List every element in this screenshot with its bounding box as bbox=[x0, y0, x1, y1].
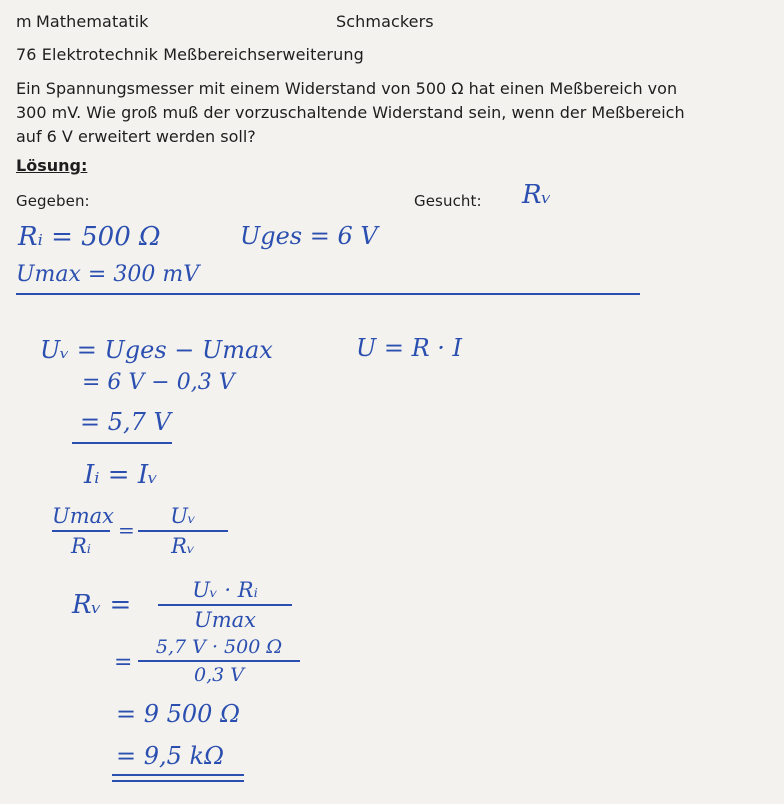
separator-line bbox=[16, 293, 640, 295]
ratio-right-fraction bbox=[138, 504, 228, 558]
ratio-right-bar bbox=[138, 530, 228, 532]
ratio-left-denominator: Rᵢ bbox=[70, 533, 92, 558]
task-line-1: Ein Spannungsmesser mit einem Widerstand von 500 Ω hat einen Meßbereich von bbox=[16, 79, 678, 98]
substitution-bar bbox=[138, 660, 300, 662]
given-umax: Umax = 300 mV bbox=[16, 262, 200, 287]
step-uv-values: = 6 V − 0,3 V bbox=[82, 370, 235, 395]
subject-code: m bbox=[16, 12, 32, 31]
result-kiloohms: = 9,5 kΩ bbox=[116, 742, 224, 770]
final-underline-1 bbox=[112, 774, 244, 776]
uv-result-underline bbox=[72, 442, 172, 444]
rv-fraction bbox=[158, 578, 292, 632]
solution-heading: Lösung: bbox=[16, 156, 88, 175]
result-ohms: = 9 500 Ω bbox=[116, 700, 240, 728]
task-line-3: auf 6 V erweitert werden soll? bbox=[16, 127, 256, 146]
ratio-left-fraction bbox=[52, 504, 114, 558]
ratio-left-bar bbox=[52, 530, 110, 532]
step-currents: Iᵢ = Iᵥ bbox=[84, 460, 158, 490]
substitution-denominator: 0,3 V bbox=[194, 663, 244, 686]
subject-name: Mathematatik bbox=[36, 12, 149, 31]
substitution-numerator: 5,7 V · 500 Ω bbox=[155, 636, 283, 658]
author-name: Schmackers bbox=[336, 12, 434, 31]
final-underline-2 bbox=[112, 780, 244, 782]
ratio-right-numerator: Uᵥ bbox=[170, 504, 196, 528]
step-uv-result: = 5,7 V bbox=[80, 408, 171, 436]
given-label: Gegeben: bbox=[16, 192, 90, 210]
given-uges: Uges = 6 V bbox=[240, 222, 378, 250]
substitution-fraction bbox=[138, 636, 300, 686]
ratio-left-numerator: Umax bbox=[52, 504, 114, 528]
step-uv-formula: Uᵥ = Uges − Umax bbox=[40, 336, 273, 364]
rv-numerator: Uᵥ · Rᵢ bbox=[192, 578, 258, 602]
sought-label: Gesucht: bbox=[414, 192, 482, 210]
task-title: 76 Elektrotechnik Meßbereichserweiterung bbox=[16, 45, 364, 64]
given-ri: Rᵢ = 500 Ω bbox=[18, 222, 161, 252]
ohms-law: U = R · I bbox=[356, 334, 463, 362]
rv-denominator: Umax bbox=[194, 607, 256, 632]
ratio-right-denominator: Rᵥ bbox=[171, 533, 195, 558]
ratio-equals: = bbox=[118, 518, 135, 542]
sought-value: Rᵥ bbox=[522, 180, 552, 210]
rv-bar bbox=[158, 604, 292, 606]
rv-lhs: Rᵥ = bbox=[72, 590, 132, 620]
substitution-equals: = bbox=[114, 650, 133, 675]
task-description bbox=[16, 77, 756, 149]
task-line-2: 300 mV. Wie groß muß der vorzuschaltende Widerstand sein, wenn der Meßbereich bbox=[16, 103, 685, 122]
